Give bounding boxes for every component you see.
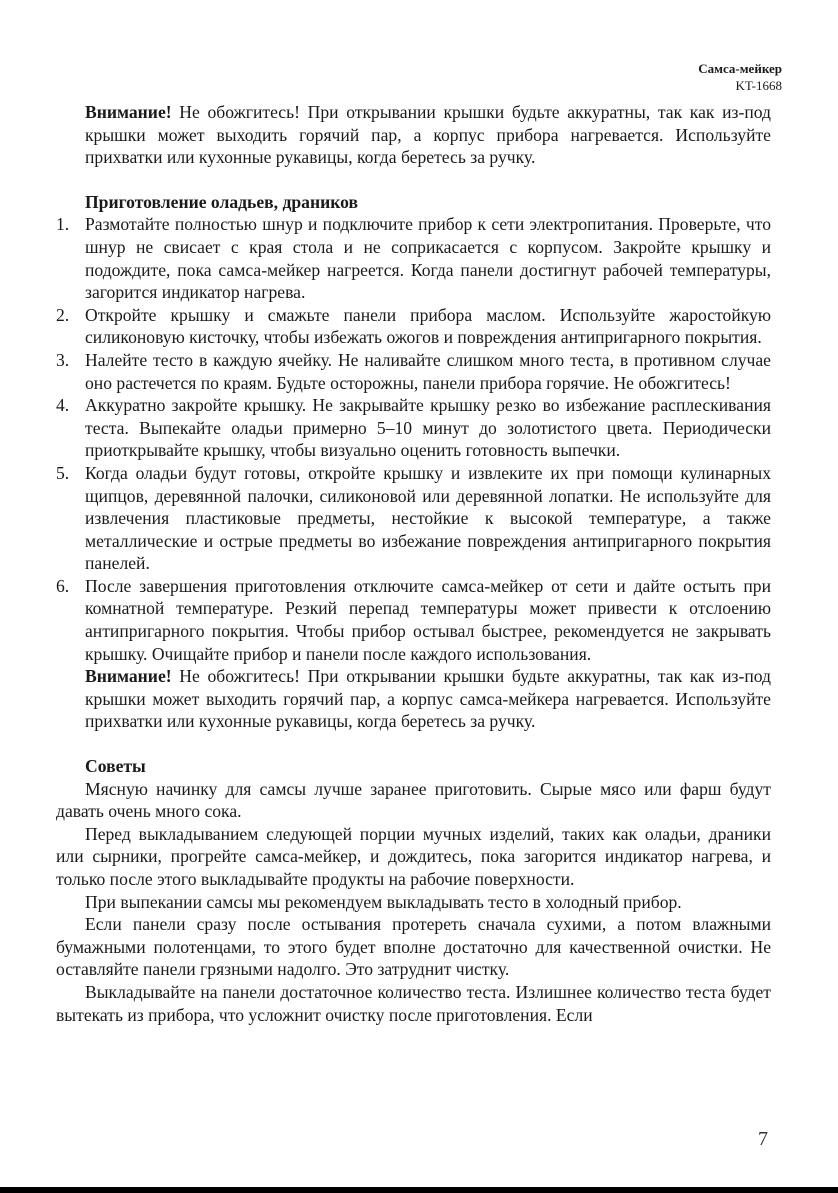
spacer [56,169,771,191]
list-item [56,394,771,462]
step-text: Аккуратно закройте крышку. Не закрывайте крышку резко во избежание расплескивания теста. Выпекайте оладьи примерно 5–10 минут до золотистого цвета. Периодически приоткрывайте крышку, чтобы визуально оценить готовность выпечки. [85,395,771,461]
step-text: Размотайте полностью шнур и подключите прибор к сети электропитания. Проверьте, что шнур не свисает с края стола и не соприкасается с корпусом. Закройте крышку и подождите, пока самса-мейкер нагреется. Когда панели достигнут рабочей температуры, загорится индикатор нагрева. [85,214,771,303]
warning-section [56,665,771,733]
section-title-tips: Советы [85,756,146,777]
tip-paragraph: Перед выкладыванием следующей порции мучных изделий, таких как оладьи, драники или сырники, прогрейте самса-мейкер, и дождитесь, пока загорится индикатор нагрева, и только после этого выкладывайте продукты на рабочие поверхности. [56,823,771,889]
list-item [56,349,771,394]
warning-top-text: Не обожгитесь! При открывании крышки будьте аккуратны, так как из-под крышки может выходить горячий пар, а корпус прибора нагревается. Используйте прихватки или кухонные рукавицы, когда беретесь за ручку. [85,102,771,168]
step-text: Налейте тесто в каждую ячейку. Не наливайте слишком много теста, в противном случае оно растечется по краям. Будьте осторожны, панели прибора горячие. Не обожгитесь! [85,349,771,393]
page-content [56,101,771,1026]
step-number: 2. [56,304,70,325]
warning-top [56,101,771,169]
product-name: Самса-мейкер [698,61,782,76]
bottom-border [0,1187,838,1193]
steps-list [56,213,771,665]
section-title-pancakes: Приготовление оладьев, драников [85,191,358,212]
step-number: 3. [56,349,70,370]
list-item [56,213,771,303]
list-item [56,575,771,665]
warning-section-text: Не обожгитесь! При открывании крышки будьте аккуратны, так как из-под крышки может выходить горячий пар, а корпус самса-мейкера нагревается. Используйте прихватки или кухонные рукавицы, когда беретесь за ручку. [85,666,771,732]
model-number: KT-1668 [735,78,782,93]
list-item [56,462,771,575]
step-number: 5. [56,462,70,483]
step-number: 4. [56,395,70,416]
page-number: 7 [758,1128,768,1150]
spacer [56,733,771,755]
step-number: 1. [56,214,70,235]
warning-section-label: Внимание! [85,666,172,687]
warning-top-label: Внимание! [85,102,172,122]
tip-paragraph: При выпекании самсы мы рекомендуем выкладывать тесто в холодный прибор. [85,891,682,912]
step-text: Откройте крышку и смажьте панели прибора маслом. Используйте жаростойкую силиконовую кисточку, чтобы избежать ожогов и повреждения антипригарного покрытия. [85,304,771,348]
tip-paragraph: Мясную начинку для самсы лучше заранее приготовить. Сырые мясо или фарш будут давать очень много сока. [56,778,771,822]
tip-paragraph: Выкладывайте на панели достаточное количество теста. Излишнее количество теста будет вытекать из прибора, что усложнит очистку после приготовления. Если [56,981,771,1025]
step-number: 6. [56,575,70,596]
step-text: Когда оладьи будут готовы, откройте крышку и извлеките их при помощи кулинарных щипцов, деревянной палочки, силиконовой или деревянной лопатки. Не используйте для извлечения пластиковые предметы, нестойкие к высокой температуре, а также металлические и острые предметы во избежание повреждения антипригарного покрытия панелей. [85,462,771,574]
list-item [56,304,771,349]
tip-paragraph: Если панели сразу после остывания протереть сначала сухими, а потом влажными бумажными полотенцами, то этого будет вполне достаточно для качественной очистки. Не оставляйте панели грязными надолго. Это затруднит чистку. [56,914,771,980]
page-header [698,60,782,94]
step-text: После завершения приготовления отключите самса-мейкер от сети и дайте остыть при комнатной температуре. Резкий перепад температуры может привести к отслоению антипригарного покрытия. Чтобы прибор остывал быстрее, рекомендуется не закрывать крышку. Очищайте прибор и панели после каждого использования. [85,575,771,664]
